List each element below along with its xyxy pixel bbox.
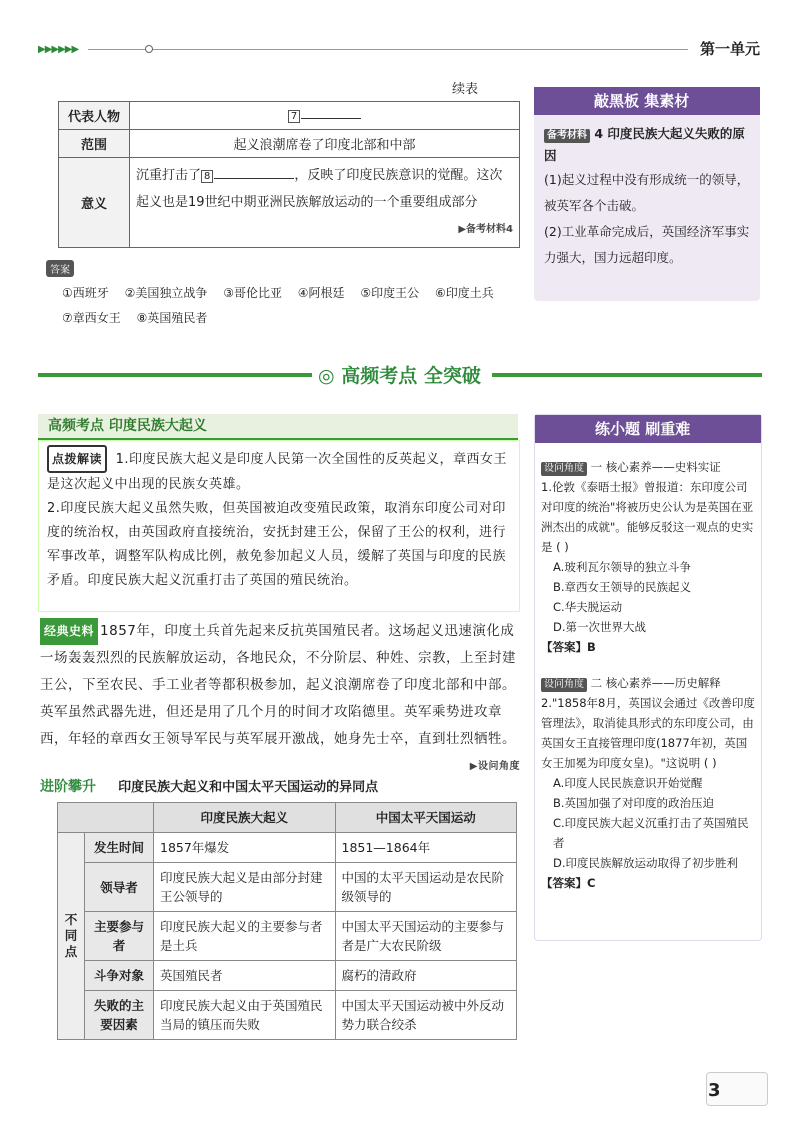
section-title-text: 高频考点 印度民族大起义 <box>48 418 207 434</box>
practice-banner: 练小题 刷重难 <box>535 415 761 443</box>
row-head: 领导者 <box>85 863 154 912</box>
option: D.第一次世界大战 <box>553 620 647 634</box>
advanced-heading <box>40 776 378 796</box>
option: A.印度人民民族意识开始觉醒 <box>553 776 703 790</box>
table-cell: 中国太平天国运动被中外反动势力联合绞杀 <box>335 991 517 1040</box>
question-2 <box>535 673 761 893</box>
answer-item: ②美国独立战争 <box>124 286 208 300</box>
continued-table <box>58 101 520 248</box>
page-number: 3 <box>708 1080 721 1101</box>
table-row <box>59 102 520 130</box>
header-rule <box>88 49 688 50</box>
row-cell: 起义浪潮席卷了印度北部和中部 <box>130 130 520 158</box>
table-row <box>58 833 517 863</box>
row-head: 失败的主要因素 <box>85 991 154 1040</box>
question-stem: 1.伦敦《泰晤士报》曾报道：东印度公司对印度的统治"将被历史公认为是英国在亚洲杰出的成就"。能够反驳这一观点的史实是 ( ) <box>541 480 754 554</box>
question-1 <box>535 457 761 657</box>
explanation-tag: 点拨解读 <box>47 445 107 473</box>
answer-item: ⑦章西女王 <box>62 311 121 325</box>
option: A.玻利瓦尔领导的独立斗争 <box>553 560 691 574</box>
divider-line-right <box>492 373 762 377</box>
divider-text: 高频考点 全突破 <box>341 365 481 387</box>
column-header: 印度民族大起义 <box>154 803 336 833</box>
header-arrows: ▶▶▶▶▶▶ <box>38 44 79 55</box>
reason-1: (1)起义过程中没有形成统一的领导，被英军各个击破。 <box>544 172 750 213</box>
answer-item: ④阿根廷 <box>297 286 345 300</box>
material-title: 4 印度民族大起义失败的原因 <box>544 126 745 163</box>
advanced-tag: 进阶攀升 <box>40 779 96 795</box>
row-head: 斗争对象 <box>85 961 154 991</box>
tip-content <box>534 115 760 275</box>
table-cell: 1851—1864年 <box>335 833 517 863</box>
spiral-icon: ◎ <box>318 365 335 387</box>
blank-number: 7 <box>288 110 300 123</box>
source-tag: ▶备考材料4 <box>458 224 513 235</box>
answer-item: ①西班牙 <box>62 286 109 300</box>
explanation-p1: 1.印度民族大起义是印度人民第一次全国性的反英起义，章西女王是这次起义中出现的民族女英雄。 <box>47 452 508 492</box>
divider-line-left <box>38 373 312 377</box>
explanation-p2: 2.印度民族大起义虽然失败，但英国被迫改变殖民政策，取消东印度公司对印度的统治权，由英国政府直接统治，安抚封建王公，保留了王公的权利，进行军事改革，调整军队构成比例，赦免参加起义人员，缓解了英国与印度的民族矛盾。印度民族大起义沉重打击了英国的殖民统治。 <box>47 501 507 588</box>
column-header: 中国太平天国运动 <box>335 803 517 833</box>
unit-title: 第一单元 <box>700 40 761 58</box>
compare-table <box>57 802 517 1040</box>
blank-number: 8 <box>201 170 213 183</box>
answer-tag: 答案 <box>46 260 74 277</box>
table-row <box>58 961 517 991</box>
table-cell: 1857年爆发 <box>154 833 336 863</box>
classic-source-tag: 经典史料 <box>40 618 98 645</box>
material-tag: 备考材料 <box>544 129 590 143</box>
section-title <box>38 414 518 440</box>
table-row <box>59 130 520 158</box>
corner-cell <box>58 803 154 833</box>
classic-source <box>40 618 520 780</box>
option: B.章西女王领导的民族起义 <box>553 580 692 594</box>
answer-row <box>62 284 506 301</box>
angle-category: 二 核心素养——历史解释 <box>590 676 721 690</box>
row-head: 主要参与者 <box>85 912 154 961</box>
table-cell: 印度民族大起义是由部分封建王公领导的 <box>154 863 336 912</box>
answer: 【答案】B <box>541 640 596 654</box>
explanation-box <box>38 440 520 612</box>
answer-item: ⑤印度王公 <box>360 286 420 300</box>
blank-cell <box>130 102 520 130</box>
row-cell <box>130 158 520 248</box>
reason-2: (2)工业革命完成后，英国经济军事实力强大，国力远超印度。 <box>544 224 750 265</box>
row-head: 发生时间 <box>85 833 154 863</box>
answer-item: ③哥伦比亚 <box>223 286 282 300</box>
source-tag: ▶设问角度 <box>469 761 520 772</box>
table-row <box>58 991 517 1040</box>
blank-line <box>301 118 361 119</box>
header-dot <box>145 45 153 53</box>
answer-item: ⑥印度土兵 <box>434 286 494 300</box>
angle-category: 一 核心素养——史料实证 <box>590 460 721 474</box>
answer-item: ⑧英国殖民者 <box>136 311 208 325</box>
table-row <box>59 158 520 248</box>
question-stem: 2."1858年8月，英国议会通过《改善印度管理法》，取消徒具形式的东印度公司，由英国女王直接管理印度(1877年初，英国女王加冕为印度女皇)。"这说明 ( ) <box>541 696 755 770</box>
angle-tag: 设问角度 <box>541 462 587 476</box>
angle-tag: 设问角度 <box>541 678 587 692</box>
tip-box <box>534 87 760 301</box>
answer: 【答案】C <box>541 876 596 890</box>
option: D.印度民族解放运动取得了初步胜利 <box>553 856 739 870</box>
table-cell: 中国太平天国运动的主要参与者是广大农民阶级 <box>335 912 517 961</box>
answer-row <box>62 309 219 326</box>
significance-post: ，反映了印度民族意识的觉醒。这次起义也是19世纪中期亚洲民族解放运动的一个重要组成部分 <box>136 168 503 210</box>
tip-banner: 敲黑板 集素材 <box>534 87 760 115</box>
table-cell: 印度民族大起义由于英国殖民当局的镇压而失败 <box>154 991 336 1040</box>
divider-title <box>312 361 487 388</box>
option: C.印度民族大起义沉重打击了英国殖民者 <box>553 816 749 850</box>
row-head: 范围 <box>59 130 130 158</box>
table-cell: 英国殖民者 <box>154 961 336 991</box>
option: B.英国加强了对印度的政治压迫 <box>553 796 715 810</box>
group-label: 不同点 <box>58 833 85 1040</box>
row-head: 意义 <box>59 158 130 248</box>
advanced-title: 印度民族大起义和中国太平天国运动的异同点 <box>118 780 379 795</box>
table-header <box>58 803 517 833</box>
table-cell: 腐朽的清政府 <box>335 961 517 991</box>
practice-box <box>534 414 762 941</box>
row-head: 代表人物 <box>59 102 130 130</box>
blank-line <box>214 178 294 179</box>
table-cell: 中国的太平天国运动是农民阶级领导的 <box>335 863 517 912</box>
option: C.华夫脱运动 <box>553 600 623 614</box>
table-row <box>58 912 517 961</box>
significance-pre: 沉重打击了 <box>136 168 202 183</box>
classic-source-text: 1857年，印度土兵首先起来反抗英国殖民者。这场起义迅速演化成一场轰轰烈烈的民族解放运动，各地民众，不分阶层、种姓、宗教，上至封建王公，下至农民、手工业者等都积极参加，起义浪潮席卷了印度北部和中部。英军虽然武器先进，但还是用了几个月的时间才攻陷德里。英军乘势进攻章西，年轻的章西女王领导军民与英军展开激战，她身先士卒，直到壮烈牺牲。 <box>40 623 516 747</box>
table-row <box>58 863 517 912</box>
table-continued-label: 续表 <box>452 82 479 97</box>
table-cell: 印度民族大起义的主要参与者是土兵 <box>154 912 336 961</box>
